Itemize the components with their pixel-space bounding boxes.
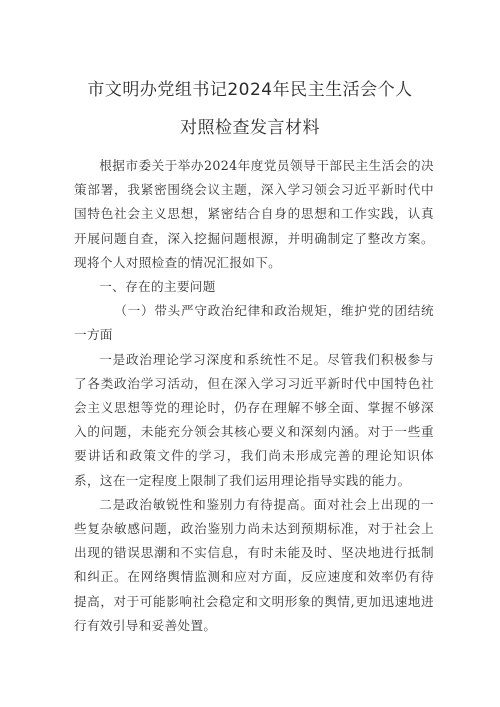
section-heading: 一、存在的主要问题 (99, 279, 216, 295)
document-title-line-2: 对照检查发言材料 (180, 118, 320, 138)
intro-paragraph: 根据市委关于举办2024年度党员领导干部民主生活会的决策部署，我紧密围绕会议主题，深入学习领会习近平新时代中国特色社会主义思想，紧密结合自身的思想和工作实践，认真开展问题自查，深入挖掘问题根源，并明确制定了整改方案。现将个人对照检查的情况汇报如下。 (74, 158, 434, 270)
body-paragraph: 一是政治理论学习深度和系统性不足。尽管我们积极参与了各类政治学习活动，但在深入学习习近平新时代中国特色社会主义思想等党的理论时，仍存在理解不够全面、掌握不够深入的问题，未能充分领会其核心要义和深刻内涵。对于一些重要讲话和政策文件的学习，我们尚未形成完善的理论知识体系，这在一定程度上限制了我们运用理论指导实践的能力。 (74, 351, 434, 488)
subsection-heading: （一）带头严守政治纪律和政治规矩，维护党的团结统一方面 (74, 303, 434, 343)
document-title-line-1: 市文明办党组书记2024年民主生活会个人 (87, 80, 413, 100)
body-paragraph: 二是政治敏锐性和鉴别力有待提高。面对社会上出现的一些复杂敏感问题，政治鉴别力尚未达到预期标准，对于社会上出现的错误思潮和不实信息，有时未能及时、坚决地进行抵制和纠正。在网络舆情监测和应对方面，反应速度和效率仍有待提高，对于可能影响社会稳定和文明形象的舆情,更加迅速地进行有效引导和妥善处置。 (74, 496, 434, 633)
document-body (74, 154, 434, 638)
